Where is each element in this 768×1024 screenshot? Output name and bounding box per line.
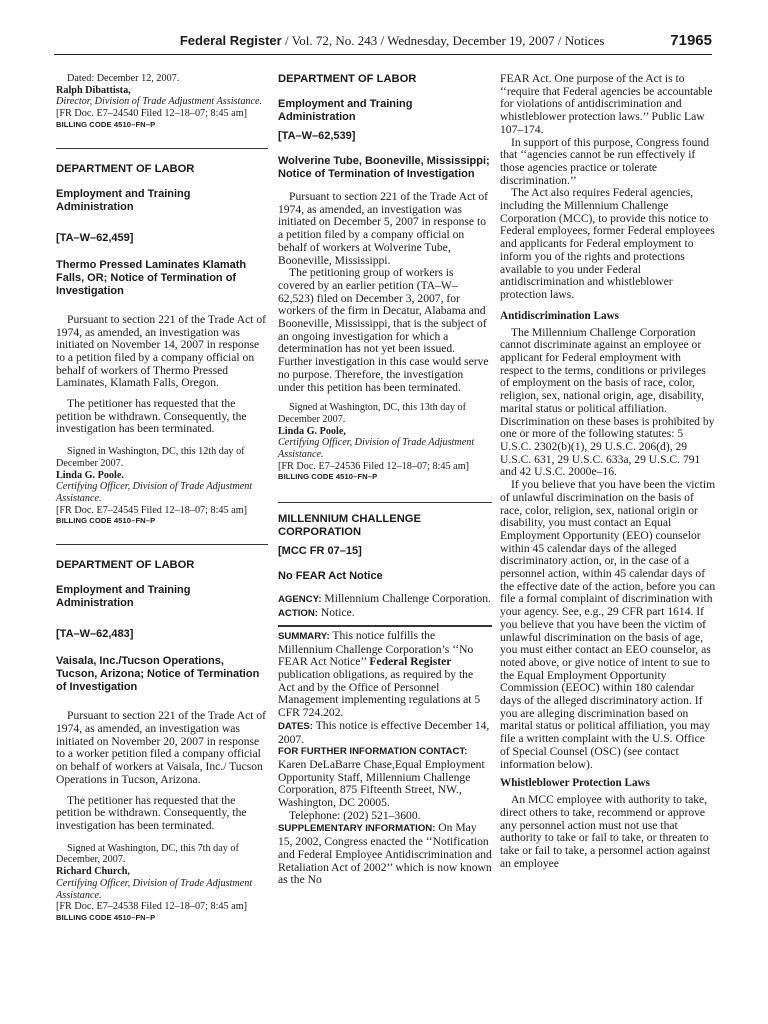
signer-name: Ralph Dibattista, bbox=[56, 84, 131, 96]
column-1 bbox=[56, 73, 268, 923]
telephone: Telephone: (202) 521–3600. bbox=[289, 808, 421, 822]
dates-value: This notice is effective December 14, 2007. bbox=[278, 718, 490, 746]
federal-register-ref: Federal Register bbox=[369, 655, 452, 669]
notice-wolverine-tube bbox=[278, 73, 492, 482]
docket-number: [MCC FR 07–15] bbox=[278, 545, 362, 558]
dated-line: Dated: December 12, 2007. bbox=[67, 73, 180, 84]
issue-info: / Vol. 72, No. 243 / Wednesday, December 19, 2007 / Notices bbox=[281, 33, 605, 48]
publication-title: Federal Register bbox=[179, 33, 282, 48]
supplementary-field bbox=[278, 822, 492, 887]
department-heading: DEPARTMENT OF LABOR bbox=[56, 162, 195, 175]
page-header bbox=[54, 32, 712, 55]
notice-thermo-pressed bbox=[56, 163, 268, 527]
header-citation bbox=[54, 33, 670, 49]
body-paragraph: The Act also requires Federal agencies, including the Millennium Challenge Corporation (MCC), to provide this notice to Federal employees, former Federal employees and applicants for Federal employment to inform you of the rights and protections available to you under Federal antidiscrimination and whistleblower protection laws. bbox=[500, 186, 715, 301]
notice-subject: Thermo Pressed Laminates Klamath Falls, OR; Notice of Termination of Investigation bbox=[56, 258, 247, 297]
body-paragraph: The petitioning group of workers is covered by an earlier petition (TA–W–62,523) filed on December 3, 2007, for workers of the firm in Decatur, Alabama and Booneville, Mississippi, that is the subject of an ongoing investigation for which a determination has not yet been issued. Further investigation in this case would serve no purpose. Therefore, the investigation under this petition has been terminated. bbox=[278, 266, 489, 394]
docket-number: [TA–W–62,539] bbox=[278, 130, 356, 142]
summary-text-cont: publication obligations, as required by the Act and by the Office of Personnel Management implementing regulations at 5 CFR 724.202. bbox=[278, 667, 481, 720]
body-paragraph: The petitioner has requested that the petition be withdrawn. Consequently, the investigation has been terminated. bbox=[56, 793, 247, 832]
department-heading: DEPARTMENT OF LABOR bbox=[56, 559, 195, 572]
agency-heading: Employment and Training Administration bbox=[56, 187, 191, 213]
supplementary-text: On May 15, 2002, Congress enacted the ‘‘Notification and Federal Employee Antidiscrimination and Retaliation Act of 2002’’ which is now known as the No bbox=[278, 821, 492, 887]
agency-value: Millennium Challenge Corporation. bbox=[321, 592, 491, 606]
summary-divider bbox=[278, 625, 492, 627]
billing-code: BILLING CODE 4510–FN–P bbox=[56, 119, 156, 129]
fr-doc-line: [FR Doc. E7–24538 Filed 12–18–07; 8:45 am] bbox=[56, 901, 248, 913]
signer-title: Certifying Officer, Division of Trade Adjustment Assistance. bbox=[56, 877, 253, 901]
agency-heading: Employment and Training Administration bbox=[278, 98, 413, 123]
page-number: 71965 bbox=[670, 32, 712, 49]
section-divider bbox=[56, 544, 268, 545]
action-value: Notice. bbox=[317, 606, 355, 620]
agency-name-heading: MILLENNIUM CHALLENGE CORPORATION bbox=[278, 513, 421, 539]
signed-line: Signed in Washington, DC, this 12th day of December 2007. bbox=[56, 446, 245, 469]
notice-subject: Wolverine Tube, Booneville, Mississippi; Notice of Termination of Investigation bbox=[278, 155, 490, 180]
action-label: ACTION: bbox=[278, 608, 318, 620]
signer-title: Certifying Officer, Division of Trade Adjustment Assistance. bbox=[278, 437, 475, 461]
fr-doc-line: [FR Doc. E7–24540 Filed 12–18–07; 8:45 am] bbox=[56, 108, 248, 120]
signer-title: Director, Division of Trade Adjustment Assistance. bbox=[56, 96, 263, 108]
billing-code: BILLING CODE 4510–FN–P bbox=[56, 912, 156, 922]
summary-label: SUMMARY: bbox=[278, 630, 330, 642]
billing-code: BILLING CODE 4510–FN–P bbox=[278, 472, 378, 482]
agency-heading: Employment and Training Administration bbox=[56, 584, 191, 610]
agency-label: AGENCY: bbox=[278, 594, 322, 606]
signed-line: Signed at Washington, DC, this 13th day of December 2007. bbox=[278, 402, 466, 425]
signer-title: Certifying Officer, Division of Trade Adjustment Assistance. bbox=[56, 481, 253, 504]
signer-name: Richard Church, bbox=[56, 866, 130, 878]
column-2 bbox=[278, 73, 492, 887]
dates-field bbox=[278, 720, 492, 746]
docket-number: [TA–W–62,459] bbox=[56, 231, 134, 244]
body-paragraph: Pursuant to section 221 of the Trade Act of 1974, as amended, an investigation was initiated on December 5, 2007 in response to a petition filed by a company official on behalf of workers at Wolverine Tube, Booneville, Mississippi. bbox=[278, 190, 489, 267]
body-paragraph: The Millennium Challenge Corporation cannot discriminate against an employee or applicant for Federal employment with respect to the terms, conditions or privileges of employment on the basis of race, color, religion, sex, national origin, age, disability, marital status or political affiliation. Discrimination on these bases is prohibited by one or more of the following statutes: 5 U.S.C. 2302(b)(1), 29 U.S.C. 206(d), 29 U.S.C. 631, 29 U.S.C. 633a, 29 U.S.C. 791 and 42 U.S.C. 2000e–16. bbox=[500, 325, 715, 479]
notice-no-fear-act bbox=[278, 513, 492, 886]
section-divider bbox=[278, 502, 492, 503]
section-heading-whistleblower: Whistleblower Protection Laws bbox=[500, 777, 650, 790]
dates-label: DATES: bbox=[278, 720, 313, 732]
body-paragraph: Pursuant to section 221 of the Trade Act of 1974, as amended, an investigation was initiated on November 20, 2007 in response to a worker petition filed a company official on behalf of workers at Vaisala, Inc./ Tucson Operations in Tucson, Arizona. bbox=[56, 709, 267, 786]
fr-doc-line: [FR Doc. E7–24536 Filed 12–18–07; 8:45 am] bbox=[278, 460, 470, 472]
body-paragraph: FEAR Act. One purpose of the Act is to ‘‘require that Federal agencies be accountable for violations of antidiscrimination and whistleblower protection laws.’’ Public Law 107–174. bbox=[500, 72, 713, 136]
agency-field bbox=[278, 593, 492, 607]
body-paragraph: The petitioner has requested that the petition be withdrawn. Consequently, the investigation has been terminated. bbox=[56, 397, 247, 436]
action-field bbox=[278, 607, 492, 621]
body-paragraph: Pursuant to section 221 of the Trade Act of 1974, as amended, an investigation was initiated on November 14, 2007 in response to a petition filed by a company official on behalf of workers of Thermo Pressed Laminates, Klamath Falls, Oregon. bbox=[56, 312, 267, 390]
notice-vaisala bbox=[56, 559, 268, 923]
supplementary-label: SUPPLEMENTARY INFORMATION: bbox=[278, 823, 436, 835]
body-paragraph: If you believe that you have been the victim of unlawful discrimination on the basis of race, color, religion, sex, national origin or disability, you must contact an Equal Employment Opportunity (EEO) counselor within 45 calendar days of the alleged discriminatory action, or, in the case of a personnel action, within 45 calendar days of the effective date of the action, before you can file a formal complaint of discrimination with your agency. See, e.g., 29 CFR part 1614. If you believe that you have been the victim of unlawful discrimination on the basis of age, you must either contact an EEO counselor, as noted above, or give notice of intent to sue to the Equal Employment Opportunity Commission (EEOC) within 180 calendar days of the alleged discriminatory action. If you are alleging discrimination based on marital status or political affiliation, you may file a written complaint with the U.S. Office of Special Counsel (OSC) (see contact information below). bbox=[500, 478, 716, 771]
signed-line: Signed at Washington, DC, this 7th day of December, 2007. bbox=[56, 842, 239, 866]
fr-doc-line: [FR Doc. E7–24545 Filed 12–18–07; 8:45 am] bbox=[56, 504, 248, 516]
notice-signature-block bbox=[56, 73, 268, 130]
notice-subject: Vaisala, Inc./Tucson Operations, Tucson, Arizona; Notice of Termination of Investigation bbox=[56, 655, 260, 694]
section-divider bbox=[56, 148, 268, 149]
signer-name: Linda G. Poole. bbox=[56, 469, 124, 481]
notice-subject: No FEAR Act Notice bbox=[278, 570, 383, 583]
body-paragraph: In support of this purpose, Congress found that ‘‘agencies cannot be run effectively if those agencies practice or tolerate discrimination.’’ bbox=[500, 135, 710, 187]
column-3 bbox=[500, 73, 716, 870]
contact-text: Karen DeLaBarre Chase,Equal Employment Opportunity Staff, Millennium Challenge Corporation, 875 Fifteenth Street, NW., Washington, DC 20005. bbox=[278, 757, 485, 810]
billing-code: BILLING CODE 4510–FN–P bbox=[56, 516, 156, 526]
section-heading-antidiscrimination: Antidiscrimination Laws bbox=[500, 309, 620, 322]
department-heading: DEPARTMENT OF LABOR bbox=[278, 73, 417, 85]
contact-label: FOR FURTHER INFORMATION CONTACT: bbox=[278, 746, 468, 758]
signer-name: Linda G. Poole, bbox=[278, 425, 346, 437]
summary-field bbox=[278, 630, 492, 720]
body-paragraph: An MCC employee with authority to take, direct others to take, recommend or approve any personnel action must not use that authority to take or fail to take, or threaten to take or fail to take, a personnel action against an employee bbox=[500, 793, 711, 870]
summary-text: This notice fulfills the Millennium Challenge Corporation’s ‘‘No FEAR Act Notice’’ bbox=[278, 628, 474, 669]
docket-number: [TA–W–62,483] bbox=[56, 628, 134, 641]
